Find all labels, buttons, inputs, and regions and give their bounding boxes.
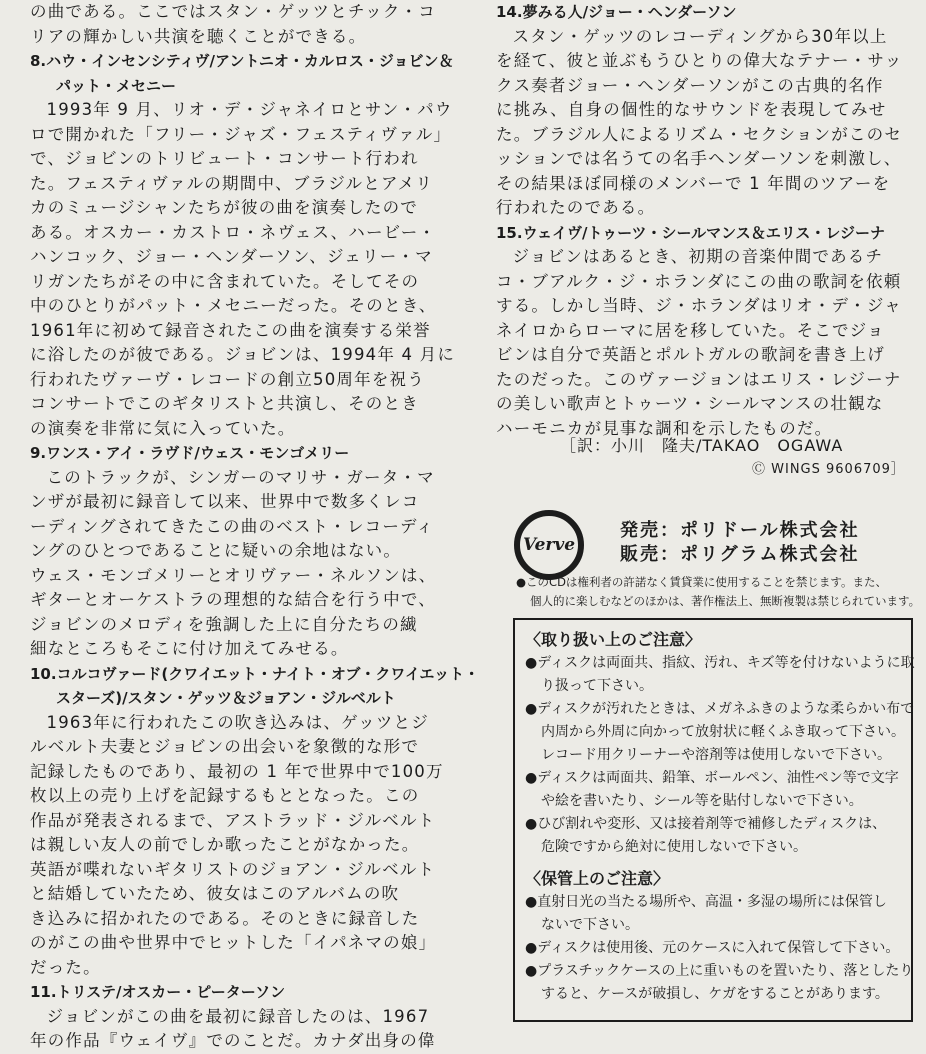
text-line: 年の作品『ウェイヴ』でのことだ。カナダ出身の偉	[30, 1031, 436, 1050]
text-line: 1993年 9 月、リオ・デ・ジャネイロとサン・パウ	[46, 100, 453, 119]
caution-item: ないで下さい。	[541, 917, 639, 933]
caution-item: ●プラスチックケースの上に重いものを置いたり、落としたり	[525, 963, 914, 979]
text-line: 細なところもそこに付け加えてみせる。	[30, 639, 349, 658]
text-line: で、ジョビンのトリビュート・コンサート行われ	[30, 149, 419, 168]
text-line: の曲である。ここではスタン・ゲッツとチック・コ	[30, 2, 436, 21]
text-line: ルベルト夫妻とジョビンの出会いを象徴的な形で	[30, 737, 420, 756]
logo-text: Verve	[522, 535, 576, 555]
track15-paragraph	[496, 245, 926, 441]
caution-item: 危険ですから絶対に使用しないで下さい。	[541, 839, 807, 855]
caution-box	[513, 618, 913, 1022]
text-line: き込みに招かれたのである。そのときに録音した	[30, 908, 420, 928]
track10-paragraph	[30, 711, 460, 981]
caution-item: ●ひび割れや変形、又は接着剤等で補修したディスクは、	[525, 816, 887, 832]
text-line: を経て、彼と並ぶもうひとりの偉大なテナー・サッ	[496, 51, 903, 70]
text-line: ッションでは名うての名手ヘンダーソンを刺激し、	[496, 149, 902, 168]
caution-item: や絵を書いたり、シール等を貼付しないで下さい。	[541, 793, 863, 809]
track8-heading-cont: パット・メセニー	[56, 76, 177, 95]
text-line: た。ブラジル人によるリズム・セクションがこのセ	[496, 124, 903, 144]
sale-company: 発売：ポリドール株式会社	[620, 520, 860, 541]
track15-heading: 15.ウェイヴ/トゥーツ・シールマンス＆エリス・レジーナ	[496, 223, 886, 242]
text-line: に挑み、自身の個性的なサウンドを表現してみせ	[496, 100, 887, 119]
copyright: Ⓒ WINGS 9606709］	[752, 462, 905, 477]
verve-logo	[514, 510, 584, 580]
text-line: このトラックが、シンガーのマリサ・ガータ・マ	[46, 467, 435, 487]
text-line: コンサートでこのギタリストと共演し、そのとき	[30, 394, 419, 413]
text-line: ある。オスカー・カストロ・ネヴェス、ハービー・	[30, 222, 437, 242]
text-line: は親しい友人の前でしか歌ったことがなかった。	[30, 835, 420, 854]
text-line: ジョビンのメロディを強調した上に自分たちの繊	[30, 614, 418, 634]
track11-paragraph	[30, 1005, 460, 1054]
track9-paragraph	[30, 466, 460, 662]
caution-item: ●ディスクは両面共、指紋、汚れ、キズ等を付けないように取	[525, 655, 915, 671]
caution-item: ●ディスクが汚れたときは、メガネふきのような柔らかい布で	[525, 701, 915, 717]
caution-item: ●直射日光の当たる場所や、高温・多湿の場所には保管し	[525, 894, 887, 910]
caution-item: ●ディスクは使用後、元のケースに入れて保管して下さい。	[525, 940, 900, 956]
notice-line: 個人的に楽しむなどのほかは、著作権法上、無断複製は禁じられています。	[530, 594, 921, 608]
text-line: ロで開かれた「フリー・ジャズ・フェスティヴァル」	[30, 124, 452, 144]
text-line: その結果ほぼ同様のメンバーで 1 年間のツアーを	[496, 173, 891, 193]
text-line: の演奏を非常に気に入っていた。	[30, 418, 296, 438]
track8-heading: 8.ハウ・インセンシティヴ/アントニオ・カルロス・ジョビン＆	[30, 52, 454, 70]
text-line: 英語が喋れないギタリストのジョアン・ジルベルト	[30, 859, 436, 879]
left-column	[30, 0, 480, 1054]
text-line: たのだった。このヴァージョンはエリス・レジーナ	[496, 369, 902, 389]
track10-heading-cont: スターズ)/スタン・ゲッツ＆ジョアン・ジルベルト	[56, 689, 396, 707]
storage-heading: 〈保管上のご注意〉	[525, 869, 670, 888]
text-line: ビンは自分で英語とポルトガルの歌詞を書き上げ	[496, 345, 885, 364]
text-line: だった。	[30, 957, 101, 977]
notice-line: ●このCDは権利者の許諾なく賃貸業に使用することを禁じます。また、	[516, 575, 887, 589]
text-line: ネイロからローマに居を移していた。そこでジョ	[496, 320, 885, 340]
translator-credit: ［訳：小川 隆夫/TAKAO OGAWA	[560, 436, 844, 455]
text-line: 1961年に初めて録音されたこの曲を演奏する栄誉	[30, 320, 431, 340]
track9-heading: 9.ワンス・アイ・ラヴド/ウェス・モンゴメリー	[30, 444, 350, 462]
text-line: ハンコック、ジョー・ヘンダーソン、ジェリー・マ	[30, 247, 433, 266]
text-line: 1963年に行われたこの吹き込みは、ゲッツとジ	[46, 712, 429, 732]
text-line: リガンたちがその中に含まれていた。そしてその	[30, 271, 420, 291]
caution-item: レコード用クリーナーや溶剤等は使用しないで下さい。	[541, 747, 891, 763]
text-line: のがこの曲や世界中でヒットした「イパネマの娘」	[30, 933, 437, 952]
copyright-notice	[516, 573, 920, 611]
caution-item: すると、ケースが破損し、ケガをすることがあります。	[541, 986, 889, 1002]
caution-item: り扱って下さい。	[541, 678, 653, 694]
text-line: ジョビンがこの曲を最初に録音したのは、1967	[46, 1006, 430, 1026]
text-line: スタン・ゲッツのレコーディングから30年以上	[512, 26, 888, 46]
text-line: の美しい歌声とトゥーツ・シールマンスの壮観な	[496, 394, 884, 413]
track14-paragraph	[496, 25, 926, 221]
track10-heading: 10.コルコヴァード(クワイエット・ナイト・オブ・クワイエット・	[30, 664, 480, 683]
track11-heading: 11.トリステ/オスカー・ピーターソン	[30, 983, 286, 1001]
text-line: 記録したものであり、最初の 1 年で世界中で100万	[30, 761, 444, 781]
text-line: 行われたヴァーヴ・レコードの創立50周年を祝う	[30, 369, 425, 389]
text-line: する。しかし当時、ジ・ホランダはリオ・デ・ジャ	[496, 296, 902, 315]
intro-paragraph	[30, 0, 460, 49]
caution-item: 内周から外周に向かって放射状に軽くふき取って下さい。	[541, 724, 905, 740]
track14-heading: 14.夢みる人/ジョー・ヘンダーソン	[496, 3, 737, 21]
text-line: ギターとオーケストラの理想的な結合を行う中で、	[30, 590, 436, 609]
text-line: ングのひとつであることに疑いの余地はない。	[30, 541, 402, 560]
text-line: ウェス・モンゴメリーとオリヴァー・ネルソンは、	[30, 565, 437, 585]
text-line: リアの輝かしい共演を聴くことができる。	[30, 26, 367, 46]
text-line: と結婚していたため、彼女はこのアルバムの吹	[30, 884, 400, 903]
text-line: 作品が発表されるまで、アストラッド・ジルベルト	[30, 810, 436, 830]
text-line: た。フェスティヴァルの期間中、ブラジルとアメリ	[30, 173, 434, 193]
text-line: コ・ブアルク・ジ・ホランダにこの曲の歌詞を依頼	[496, 271, 902, 291]
right-column	[496, 0, 926, 441]
caution-item: ●ディスクは両面共、鉛筆、ボールペン、油性ペン等で文字	[525, 770, 899, 786]
text-line: ーディングされてきたこの曲のベスト・レコーディ	[30, 516, 435, 536]
track8-paragraph	[30, 98, 460, 441]
text-line: に浴したのが彼である。ジョビンは、1994年 4 月に	[30, 345, 456, 364]
text-line: ジョビンはあるとき、初期の音楽仲間であるチ	[512, 247, 884, 266]
distribution-company: 販売：ポリグラム株式会社	[620, 544, 860, 565]
text-line: 枚以上の売り上げを記録するもととなった。この	[30, 786, 420, 805]
text-line: カのミュージシャンたちが彼の曲を演奏したので	[30, 198, 418, 217]
text-line: ハーモニカが見事な調和を示したものだ。	[496, 418, 833, 438]
handling-heading: 〈取り扱い上のご注意〉	[525, 630, 702, 649]
text-line: クス奏者ジョー・ヘンダーソンがこの古典的名作	[496, 75, 884, 95]
text-line: 行われたのである。	[496, 198, 656, 217]
text-line: 中のひとりがパット・メセニーだった。そのとき、	[30, 296, 437, 315]
text-line: ンザが最初に録音して以来、世界中で数多くレコ	[30, 492, 420, 511]
